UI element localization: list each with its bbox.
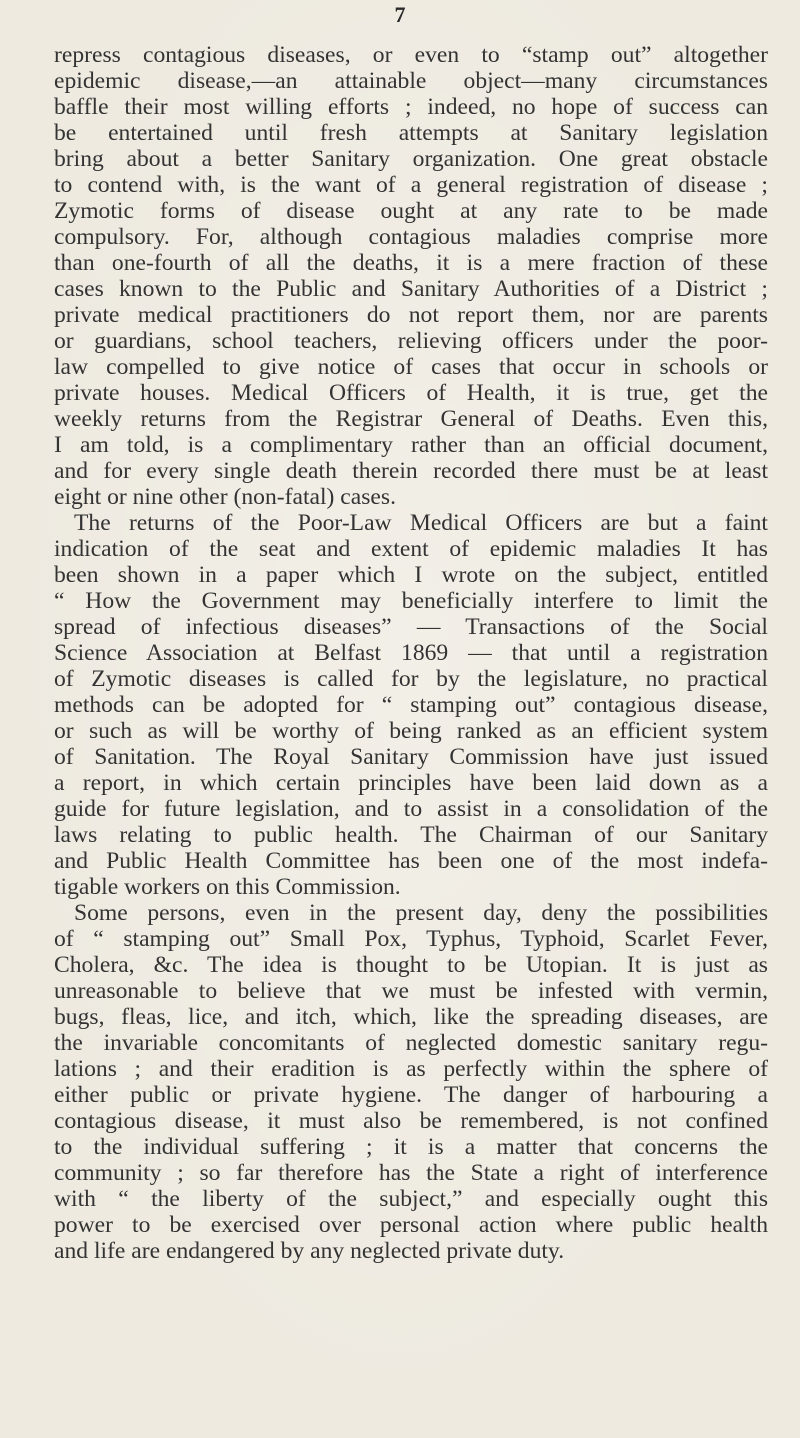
text-line: community ; so far therefore has the State a right of interference (54, 1160, 768, 1186)
text-line: contagious disease, it must also be remembered, is not confined (54, 1108, 768, 1134)
text-line: to contend with, is the want of a general registration of disease ; (54, 172, 768, 198)
text-line: weekly returns from the Registrar General of Deaths. Even this, (54, 406, 768, 432)
text-line: with “ the liberty of the subject,” and especially ought this (54, 1186, 768, 1212)
page-number: 7 (394, 2, 406, 27)
text-line: power to be exercised over personal action where public health (54, 1212, 768, 1238)
text-line: either public or private hygiene. The danger of harbouring a (54, 1082, 768, 1108)
text-line: Some persons, even in the present day, deny the possibilities (74, 900, 768, 926)
text-line: lations ; and their eradition is as perfectly within the sphere of (54, 1056, 768, 1082)
text-line: private houses. Medical Officers of Health, it is true, get the (54, 380, 768, 406)
text-line: private medical practitioners do not report them, nor are parents (54, 302, 768, 328)
text-line: the invariable concomitants of neglected domestic sanitary regu- (54, 1030, 768, 1056)
text-line: and Public Health Committee has been one of the most indefa- (54, 848, 768, 874)
text-line: a report, in which certain principles have been laid down as a (54, 770, 768, 796)
text-line: epidemic disease,—an attainable object—many circumstances (54, 68, 768, 94)
text-line: been shown in a paper which I wrote on the subject, entitled (54, 562, 768, 588)
text-line: bugs, fleas, lice, and itch, which, like the spreading diseases, are (54, 1004, 768, 1030)
paragraph-2 (54, 510, 768, 900)
text-line: law compelled to give notice of cases that occur in schools or (54, 354, 768, 380)
text-line: or such as will be worthy of being ranked as an efficient system (54, 718, 768, 744)
text-line: repress contagious diseases, or even to “stamp out” altogether (54, 42, 768, 68)
text-line: compulsory. For, although contagious maladies comprise more (54, 224, 768, 250)
text-line: to the individual suffering ; it is a matter that concerns the (54, 1134, 768, 1160)
text-line: of Zymotic diseases is called for by the legislature, no practical (54, 666, 768, 692)
text-line: be entertained until fresh attempts at Sanitary legislation (54, 120, 768, 146)
text-line: baffle their most willing efforts ; indeed, no hope of success can (54, 94, 768, 120)
text-line: methods can be adopted for “ stamping out” contagious disease, (54, 692, 768, 718)
text-line: and life are endangered by any neglected private duty. (54, 1238, 565, 1264)
text-line: unreasonable to believe that we must be infested with vermin, (54, 978, 768, 1004)
text-line: of Sanitation. The Royal Sanitary Commission have just issued (54, 744, 768, 770)
text-line: bring about a better Sanitary organization. One great obstacle (54, 146, 768, 172)
text-line: laws relating to public health. The Chairman of our Sanitary (54, 822, 768, 848)
text-line: Zymotic forms of disease ought at any rate to be made (54, 198, 768, 224)
text-line: than one-fourth of all the deaths, it is a mere fraction of these (54, 250, 768, 276)
text-line: indication of the seat and extent of epidemic maladies It has (54, 536, 768, 562)
text-line: eight or nine other (non-fatal) cases. (54, 484, 396, 510)
text-line: cases known to the Public and Sanitary Authorities of a District ; (54, 276, 768, 302)
text-line: I am told, is a complimentary rather than an official document, (54, 432, 768, 458)
text-line: tigable workers on this Commission. (54, 874, 401, 900)
text-line: guide for future legislation, and to assist in a consolidation of the (54, 796, 768, 822)
paragraph-1 (54, 42, 768, 510)
text-line: of “ stamping out” Small Pox, Typhus, Typhoid, Scarlet Fever, (54, 926, 768, 952)
text-line: or guardians, school teachers, relieving officers under the poor- (54, 328, 768, 354)
body-text (54, 42, 768, 1264)
text-line: Cholera, &c. The idea is thought to be Utopian. It is just as (54, 952, 768, 978)
text-line: Science Association at Belfast 1869 — that until a registration (54, 640, 768, 666)
text-line: The returns of the Poor-Law Medical Officers are but a faint (74, 510, 768, 536)
text-line: and for every single death therein recorded there must be at least (54, 458, 768, 484)
text-line: spread of infectious diseases” — Transactions of the Social (54, 614, 768, 640)
paragraph-3 (54, 900, 768, 1264)
text-line: “ How the Government may beneficially interfere to limit the (54, 588, 768, 614)
